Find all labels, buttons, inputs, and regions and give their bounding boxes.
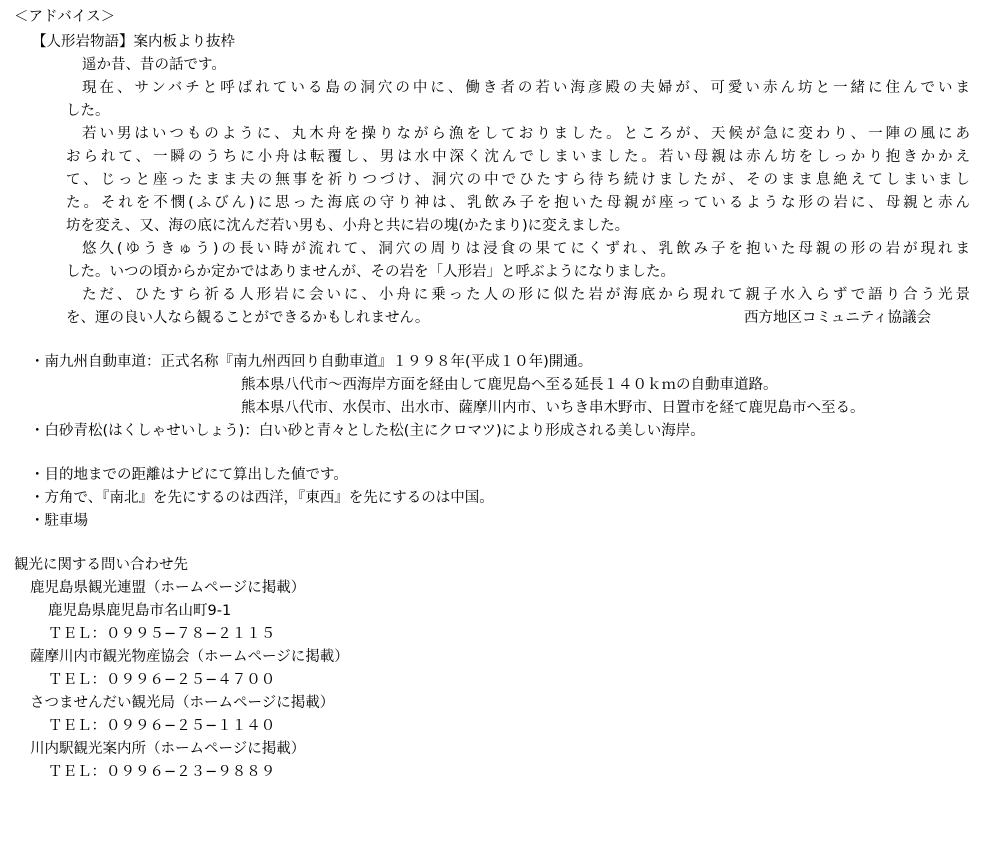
contact-org-name: 川内駅観光案内所（ホームページに掲載） <box>30 741 306 757</box>
legend-line: て、じっと座ったまま夫の無事を祈りつづけ、洞穴の中でひたすら待ち続けましたが、そのまま息絶えてしまいまし <box>66 172 970 188</box>
contact-org-name: さつませんだい観光局（ホームページに掲載） <box>30 695 335 711</box>
legend-line: 遥か昔、昔の話です。 <box>82 57 226 73</box>
note-parking: ・駐車場 <box>30 513 88 529</box>
contact-tel: ＴＥＬ：０９９６−２３−９８８９ <box>48 764 276 780</box>
legend-line: 若い男はいつものように、丸木舟を操りながら漁をしておりました。ところが、天候が急に変わり、一陣の風にあ <box>82 126 970 142</box>
legend-signature: 西方地区コミュニティ協議会 <box>744 310 932 326</box>
contact-address: 鹿児島県鹿児島市名山町9-1 <box>48 603 232 619</box>
legend-line: た。それを不憫(ふびん)に思った海底の守り神は、乳飲み子を抱いた母親が座っているような形の岩に、母親と赤ん <box>66 195 970 211</box>
legend-line: した。 <box>66 103 110 119</box>
legend-line: 現在、サンバチと呼ばれている島の洞穴の中に、働き者の若い海彦殿の夫婦が、可愛い赤ん坊と一緒に住んでいま <box>82 80 970 96</box>
note-beach: ・白砂青松(はくしゃせいしょう)：白い砂と青々とした松(主にクロマツ)により形成される美しい海岸。 <box>30 423 705 439</box>
note-highway: ・南九州自動車道：正式名称『南九州西回り自動車道』１９９８年(平成１０年)開通。 <box>30 354 593 370</box>
legend-line: を、運の良い人なら観ることができるかもしれません。 <box>66 310 430 326</box>
legend-line: 悠久(ゆうきゅう)の長い時が流れて、洞穴の周りは浸食の果てにくずれ、乳飲み子を抱いた母親の形の岩が現れま <box>82 241 970 257</box>
note-distance: ・目的地までの距離はナビにて算出した値です。 <box>30 467 348 483</box>
legend-line: ただ、ひたすら祈る人形岩に会いに、小舟に乗った人の形に似た岩が海底から現れて親子水入らずで語り合う光景 <box>82 287 970 303</box>
legend-line: した。いつの頃からか定かではありませんが、その岩を「人形岩」と呼ぶようになりました。 <box>66 264 675 280</box>
contact-org-name: 薩摩川内市観光物産協会（ホームページに掲載） <box>30 649 349 665</box>
contact-tel: ＴＥＬ：０９９５−７８−２１１５ <box>48 626 276 642</box>
contacts-heading: 観光に関する問い合わせ先 <box>14 557 188 573</box>
advice-heading: ＜アドバイス＞ <box>14 9 116 25</box>
contact-tel: ＴＥＬ：０９９６−２５−１１４０ <box>48 718 276 734</box>
note-highway-route: 熊本県八代市〜西海岸方面を経由して鹿児島へ至る延長１４０ｋｍの自動車道路。 <box>241 377 778 393</box>
contact-org-name: 鹿児島県観光連盟（ホームページに掲載） <box>30 580 306 596</box>
contact-tel: ＴＥＬ：０９９６−２５−４７００ <box>48 672 276 688</box>
legend-line: おられて、一瞬のうちに小舟は転覆し、男は水中深く沈んでしまいました。若い母親は赤ん坊をしっかり抱きかかえ <box>66 149 970 165</box>
note-highway-cities: 熊本県八代市、水俣市、出水市、薩摩川内市、いちき串木野市、日置市を経て鹿児島市へ至る。 <box>241 400 865 416</box>
legend-line: 坊を変え、又、海の底に沈んだ若い男も、小舟と共に岩の塊(かたまり)に変えました。 <box>66 218 630 234</box>
note-direction: ・方角で、『南北』を先にするのは西洋，『東西』を先にするのは中国。 <box>30 490 494 506</box>
legend-title: 【人形岩物語】案内板より抜枠 <box>32 34 235 50</box>
